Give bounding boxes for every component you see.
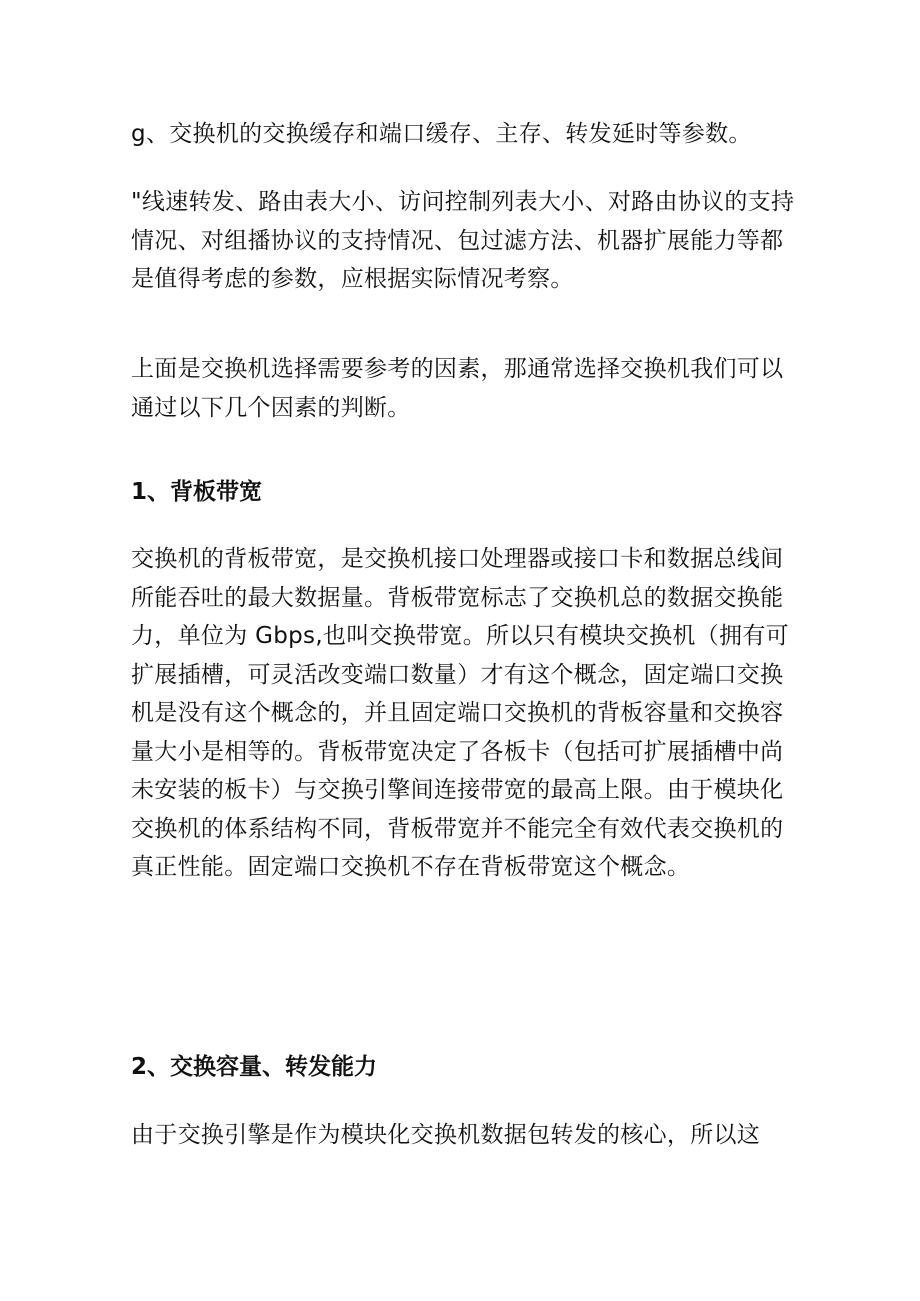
paragraph-backplane-bandwidth: 交换机的背板带宽，是交换机接口处理器或接口卡和数据总线间所能吞吐的最大数据量。背板带宽标志了交换机总的数据交换能力，单位为 Gbps,也叫交换带宽。所以只有模块交换机（拥有可扩展插槽，可灵活改变端口数量）才有这个概念，固定端口交换机是没有这个概念的，并且固定端口交换机的背板容量和交换容量大小是相等的。背板带宽决定了各板卡（包括可扩展插槽中尚未安装的板卡）与交换引擎间连接带宽的最高上限。由于模块化交换机的体系结构不同，背板带宽并不能完全有效代表交换机的真正性能。固定端口交换机不存在背板带宽这个概念。: [131, 546, 789, 880]
paragraph-selection-factors: 上面是交换机选择需要参考的因素，那通常选择交换机我们可以通过以下几个因素的判断。: [131, 356, 784, 421]
paragraph-routing-parameters: "线速转发、路由表大小、访问控制列表大小、对路由协议的支持情况、对组播协议的支持情况、包过滤方法、机器扩展能力等都是值得考虑的参数，应根据实际情况考察。: [131, 189, 795, 292]
paragraph-switching-engine: 由于交换引擎是作为模块化交换机数据包转发的核心，所以这: [131, 1122, 761, 1148]
paragraph-cache-parameters: g、交换机的交换缓存和端口缓存、主存、转发延时等参数。: [131, 121, 752, 147]
heading-switching-capacity: 2、交换容量、转发能力: [131, 1054, 378, 1080]
heading-backplane-bandwidth: 1、背板带宽: [131, 479, 263, 505]
